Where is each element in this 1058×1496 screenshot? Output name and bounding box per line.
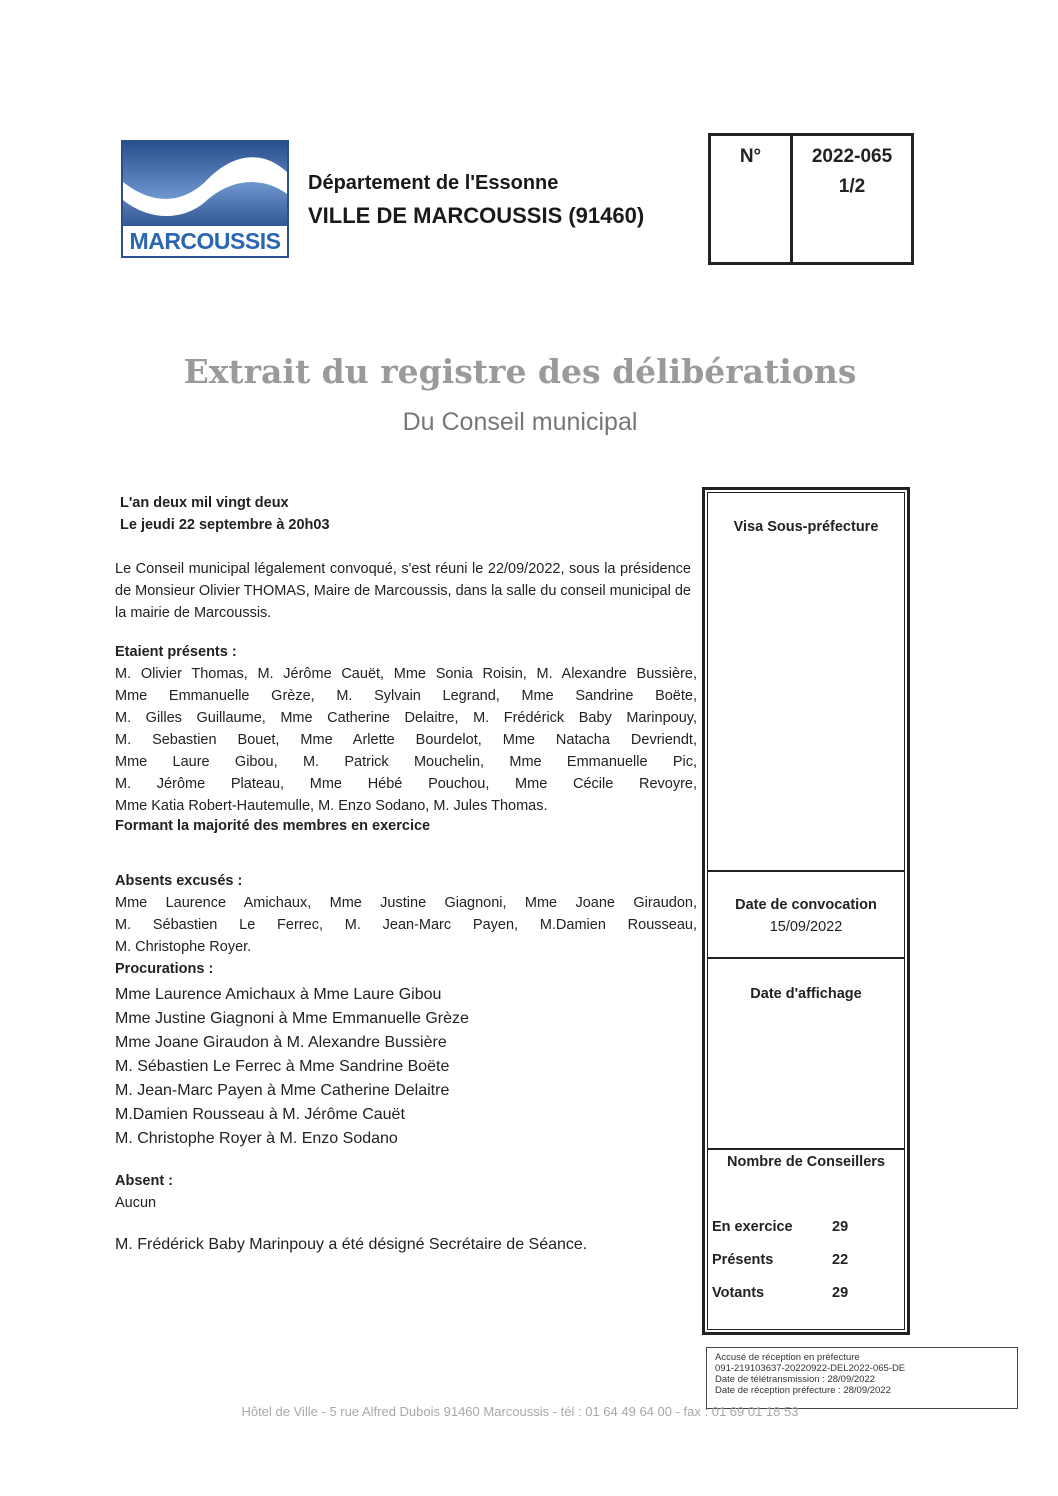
logo-text: MARCOUSSIS (123, 226, 287, 256)
procuration-item: M. Christophe Royer à M. Enzo Sodano (115, 1130, 398, 1147)
procuration-item: M. Sébastien Le Ferrec à Mme Sandrine Boëte (115, 1058, 450, 1075)
department-name: Département de l'Essonne (308, 172, 559, 194)
sidebar-divider (708, 957, 904, 959)
document-title: Extrait du registre des délibérations (183, 352, 857, 391)
affichage-label: Date d'affichage (750, 986, 862, 1002)
presents-line: Mme Laure Gibou, M. Patrick Mouchelin, Mme Emmanuelle Pic, (115, 754, 697, 770)
absents-line: Mme Laurence Amichaux, Mme Justine Giagnoni, Mme Joane Giraudon, (115, 895, 697, 911)
deliberation-number: 2022-065 (811, 146, 893, 167)
deliberation-number-box (708, 133, 914, 265)
procuration-item: Mme Justine Giagnoni à Mme Emmanuelle Grèze (115, 1010, 469, 1027)
presents-list (115, 663, 697, 817)
page-footer: Hôtel de Ville - 5 rue Alfred Dubois 91460 Marcoussis - tél : 01 64 49 64 00 - fax : 01 69 01 18 53 (241, 1404, 799, 1419)
wave-logo-icon (123, 142, 287, 232)
page-indicator: 1/2 (838, 176, 866, 197)
absents-excuses-heading: Absents excusés : (115, 873, 243, 889)
absent-heading: Absent : (115, 1173, 173, 1189)
stat-exercice-value: 29 (832, 1219, 849, 1235)
presents-line: Mme Katia Robert-Hautemulle, M. Enzo Sodano, M. Jules Thomas. (115, 798, 548, 814)
presents-line: Mme Emmanuelle Grèze, M. Sylvain Legrand, Mme Sandrine Boëte, (115, 688, 697, 704)
absents-line: M. Sébastien Le Ferrec, M. Jean-Marc Payen, M.Damien Rousseau, (115, 917, 697, 933)
city-name: VILLE DE MARCOUSSIS (91460) (308, 203, 645, 228)
stat-presents-value: 22 (832, 1252, 849, 1268)
session-paragraph: Le Conseil municipal légalement convoqué, s'est réuni le 22/09/2022, sous la présidence de Monsieur Olivier THOMAS, Maire de Marcoussis, dans la salle du conseil municipal de la mairie de Marcoussis. (115, 561, 691, 621)
presents-heading: Etaient présents : (115, 644, 237, 660)
presents-line: M. Sebastien Bouet, Mme Arlette Bourdelot, Mme Natacha Devriendt, (115, 732, 697, 748)
prefecture-receipt-stamp (706, 1347, 1018, 1409)
presents-line: M. Olivier Thomas, M. Jérôme Cauët, Mme Sonia Roisin, M. Alexandre Bussière, (115, 666, 697, 682)
presents-line: M. Jérôme Plateau, Mme Hébé Pouchou, Mme Cécile Revoyre, (115, 776, 697, 792)
city-logo (121, 140, 289, 258)
procuration-item: M.Damien Rousseau à M. Jérôme Cauët (115, 1106, 405, 1123)
info-sidebar (702, 487, 910, 1335)
stamp-line: Date de réception préfecture : 28/09/2022 (715, 1385, 891, 1396)
absents-line: M. Christophe Royer. (115, 939, 252, 955)
intro-year: L'an deux mil vingt deux (120, 495, 289, 511)
conseillers-label: Nombre de Conseillers (727, 1154, 885, 1170)
document-subtitle: Du Conseil municipal (402, 408, 638, 436)
intro-date: Le jeudi 22 septembre à 20h03 (120, 517, 330, 533)
stamp-line: 091-219103637-20220922-DEL2022-065-DE (715, 1363, 906, 1374)
stat-votants-label: Votants (712, 1285, 765, 1301)
absents-excuses-list (115, 892, 697, 958)
stat-votants-value: 29 (832, 1285, 849, 1301)
absent-value: Aucun (115, 1195, 157, 1211)
procuration-item: Mme Joane Giraudon à M. Alexandre Bussière (115, 1034, 447, 1051)
convocation-label: Date de convocation (735, 897, 877, 913)
number-label: N° (739, 146, 762, 167)
stamp-line: Accusé de réception en préfecture (715, 1352, 860, 1363)
procuration-item: M. Jean-Marc Payen à Mme Catherine Delaitre (115, 1082, 450, 1099)
majority-statement: Formant la majorité des membres en exercice (115, 818, 431, 834)
sidebar-divider (708, 870, 904, 872)
session-secretary: M. Frédérick Baby Marinpouy a été désigné Secrétaire de Séance. (115, 1236, 588, 1253)
procurations-list (115, 983, 469, 1151)
sidebar-divider (708, 1148, 904, 1150)
visa-label: Visa Sous-préfecture (733, 519, 879, 535)
sidebar-inner (707, 492, 905, 1330)
stat-presents-label: Présents (712, 1252, 774, 1268)
convocation-date: 15/09/2022 (769, 919, 843, 935)
procuration-item: Mme Laurence Amichaux à Mme Laure Gibou (115, 986, 442, 1003)
stat-exercice-label: En exercice (712, 1219, 793, 1235)
presents-line: M. Gilles Guillaume, Mme Catherine Delaitre, M. Frédérick Baby Marinpouy, (115, 710, 697, 726)
stamp-line: Date de télétransmission : 28/09/2022 (715, 1374, 876, 1385)
procurations-heading: Procurations : (115, 961, 214, 977)
